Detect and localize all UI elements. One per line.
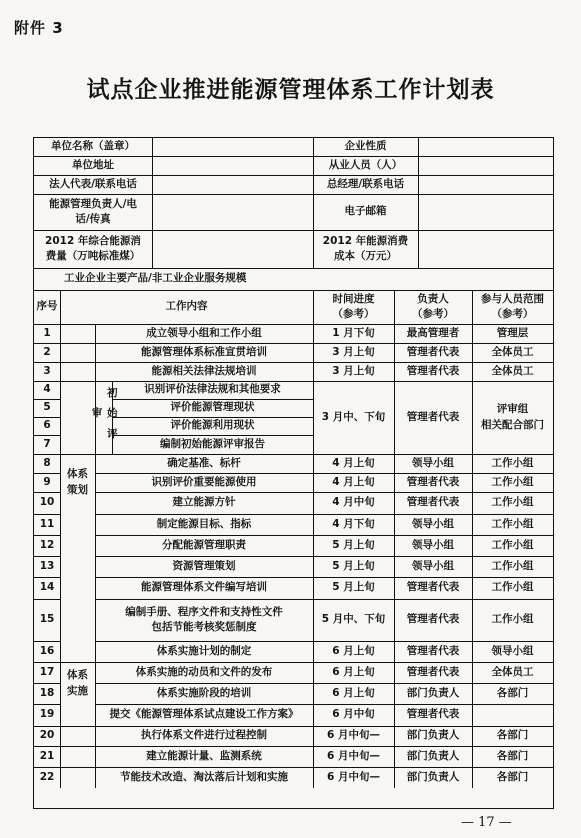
- row-time: 5 月中、下旬: [321, 613, 386, 626]
- row-time: 1 月下旬: [332, 326, 375, 339]
- row-time: 6 月上旬: [332, 665, 375, 678]
- row-owner: 最高管理者: [406, 326, 460, 339]
- row-content: 建立能源计量、监测系统: [146, 749, 262, 762]
- row-no: 13: [39, 559, 55, 572]
- row-owner: 管理者代表: [406, 708, 460, 721]
- row-no: 1: [43, 326, 51, 339]
- row-content-line2: 包括节能考核奖惩制度: [151, 621, 257, 633]
- group-initial-review: [90, 381, 118, 454]
- row-content: 评价能源利用现状: [170, 419, 255, 432]
- label-legal-rep: 法人代表/联系电话: [49, 177, 137, 190]
- row-time: 6 月中旬—: [327, 729, 380, 742]
- row-owner: 部门负责人: [406, 729, 460, 742]
- column-header-progress-line2: （参考）: [332, 308, 375, 320]
- label-energy-cost: [313, 230, 418, 268]
- merged-time: 3 月中、下旬: [321, 410, 386, 423]
- row-owner: 管理者代表: [406, 345, 460, 358]
- row-content: 识别评价法律法规和其他要求: [144, 383, 281, 396]
- row-time: 6 月中旬—: [327, 770, 380, 783]
- row-no: 2: [43, 345, 51, 358]
- row-owner: 管理者代表: [406, 665, 460, 678]
- row-no: 7: [43, 437, 51, 450]
- row-time: 5 月上旬: [332, 559, 375, 572]
- row-no: 12: [39, 538, 55, 551]
- row-scope: 工作小组: [491, 496, 534, 509]
- column-header-no: 序号: [36, 300, 58, 313]
- row-content: [95, 599, 313, 641]
- group-implement-label: 体系实施: [67, 669, 88, 697]
- row-content: 资源管理策划: [172, 559, 236, 572]
- row-content: 体系实施的动员和文件的发布: [135, 665, 273, 678]
- row-scope: 全体员工: [491, 345, 534, 358]
- row-time: 3 月上旬: [332, 364, 375, 377]
- row-owner: 管理者代表: [406, 644, 460, 657]
- row-no: 22: [39, 770, 55, 783]
- row-scope: 领导小组: [491, 644, 534, 657]
- row-time: 6 月上旬: [332, 644, 375, 657]
- row-content: 制定能源目标、指标: [156, 517, 252, 530]
- row-no: 20: [39, 729, 55, 742]
- label-enterprise-nature: 企业性质: [344, 140, 387, 153]
- label-email: 电子邮箱: [344, 205, 387, 218]
- label-energy-consumption: [34, 230, 152, 268]
- label-cost-line1: 2012 年能源消费: [322, 234, 409, 247]
- label-unit-name: 单位名称（盖章）: [51, 140, 135, 153]
- row-no: 19: [39, 708, 55, 721]
- row-time: 4 月下旬: [332, 517, 375, 530]
- row-no: 16: [39, 644, 55, 657]
- row-owner: 领导小组: [412, 538, 454, 551]
- row-no: 11: [39, 517, 55, 530]
- row-owner: 领导小组: [412, 517, 454, 530]
- merged-owner: 管理者代表: [406, 410, 460, 423]
- row-scope: 各部门: [496, 770, 529, 783]
- row-scope: 各部门: [496, 729, 529, 742]
- column-header-owner-line2: （参考）: [412, 308, 454, 320]
- page-number: — 17 —: [461, 815, 512, 830]
- label-consumption-line2: 费量（万吨标准煤）: [45, 250, 141, 262]
- row-no: 21: [39, 749, 55, 762]
- row-owner: 部门负责人: [406, 770, 460, 783]
- row-time: 6 月中旬—: [327, 749, 380, 762]
- label-address: 单位地址: [72, 158, 114, 171]
- plan-table: [33, 137, 554, 809]
- row-content: 评价能源管理现状: [170, 401, 255, 414]
- row-no: 6: [43, 419, 51, 432]
- row-owner: 管理者代表: [406, 364, 460, 377]
- row-owner: 领导小组: [412, 559, 454, 572]
- label-cost-line2: 成本（万元）: [334, 250, 397, 262]
- row-scope: 管理层: [496, 326, 529, 339]
- grid-line: [418, 138, 419, 268]
- row-scope: 工作小组: [491, 456, 534, 469]
- row-content: 能源管理体系文件编写培训: [141, 581, 267, 594]
- row-no: 5: [43, 401, 51, 414]
- row-no: 8: [43, 456, 51, 469]
- row-scope: 各部门: [496, 686, 529, 699]
- row-scope: 工作小组: [491, 517, 534, 530]
- row-owner: 领导小组: [412, 456, 454, 469]
- row-content: 分配能源管理职责: [162, 538, 246, 551]
- row-content: 成立领导小组和工作小组: [146, 326, 262, 339]
- group-initial-review-label: 初始评审: [90, 386, 118, 449]
- row-no: 14: [39, 581, 55, 594]
- column-header-progress: [313, 290, 394, 324]
- row-time: 4 月中旬: [332, 496, 375, 509]
- row-scope: 工作小组: [491, 613, 534, 626]
- row-no: 10: [39, 496, 55, 509]
- row-content: 能源管理体系标准宣贯培训: [141, 345, 267, 358]
- row-no: 18: [39, 686, 55, 699]
- row-owner: 管理者代表: [406, 613, 460, 626]
- row-scope: [472, 704, 553, 726]
- row-content: 确定基准、标杆: [167, 456, 241, 469]
- column-header-scope: 参与人员范围（参考）: [481, 292, 544, 320]
- row-content: 执行体系文件进行过程控制: [141, 729, 267, 742]
- label-employees: 从业人员（人）: [328, 158, 403, 171]
- row-no: 17: [39, 665, 55, 678]
- row-owner: 部门负责人: [406, 686, 460, 699]
- row-scope: 全体员工: [491, 665, 534, 678]
- group-plan-label: 体系策划: [67, 468, 88, 496]
- grid-line: [152, 138, 153, 268]
- row-content-line1: 编制手册、程序文件和支持性文件: [125, 605, 283, 618]
- merged-scope-line1: 评审组: [496, 403, 529, 416]
- row-time: 6 月中旬: [332, 708, 375, 721]
- row-time: 5 月上旬: [332, 581, 375, 594]
- column-header-content: 工作内容: [165, 300, 208, 313]
- row-owner: 管理者代表: [406, 581, 460, 594]
- column-header-progress-line1: 时间进度: [332, 292, 375, 305]
- page-title: 试点企业推进能源管理体系工作计划表: [86, 76, 495, 103]
- label-gm: 总经理/联系电话: [326, 177, 405, 190]
- row-content: 节能技术改造、淘汰落后计划和实施: [120, 770, 288, 783]
- row-scope: 全体员工: [491, 364, 534, 377]
- label-consumption-line1: 2012 年综合能源消: [45, 234, 141, 247]
- group-plan: [60, 324, 95, 641]
- row-content: 体系实施计划的制定: [156, 644, 252, 657]
- label-energy-manager: [34, 194, 152, 230]
- merged-scope: [472, 381, 553, 454]
- row-content: 编制初始能源评审报告: [160, 437, 265, 450]
- row-time: 4 月上旬: [332, 456, 375, 469]
- row-owner: 管理者代表: [406, 475, 460, 488]
- row-content: 提交《能源管理体系试点建设工作方案》: [109, 708, 299, 721]
- row-content: 能源相关法律法规培训: [151, 364, 257, 377]
- row-no: 15: [39, 613, 55, 626]
- row-no: 4: [43, 383, 51, 396]
- label-products: 工业企业主要产品/非工业企业服务规模: [64, 272, 247, 285]
- row-scope: 工作小组: [491, 538, 534, 551]
- row-content: 建立能源方针: [172, 496, 236, 509]
- group-implement: [60, 641, 95, 726]
- label-energy-manager-line1: 能源管理负责人/电: [49, 197, 137, 210]
- attachment-label: 附件 3: [14, 19, 64, 37]
- row-owner: 管理者代表: [406, 496, 460, 509]
- row-scope: 工作小组: [491, 581, 534, 594]
- column-header-owner-line1: 负责人: [417, 292, 449, 305]
- row-time: 5 月上旬: [332, 538, 375, 551]
- row-content: 体系实施阶段的培训: [156, 686, 252, 699]
- row-time: 6 月上旬: [332, 686, 375, 699]
- row-scope: 工作小组: [491, 475, 534, 488]
- row-time: 3 月上旬: [332, 345, 375, 358]
- row-no: 3: [43, 364, 51, 377]
- merged-scope-line2: 相关配合部门: [481, 418, 544, 431]
- label-energy-manager-line2: 话/传真: [75, 213, 111, 225]
- row-no: 9: [43, 475, 51, 488]
- column-header-owner: [394, 290, 472, 324]
- row-time: 4 月上旬: [332, 475, 375, 488]
- row-owner: 部门负责人: [406, 749, 460, 762]
- row-scope: 各部门: [496, 749, 529, 762]
- row-scope: 工作小组: [491, 559, 534, 572]
- row-content: 识别评价重要能源使用: [151, 475, 257, 488]
